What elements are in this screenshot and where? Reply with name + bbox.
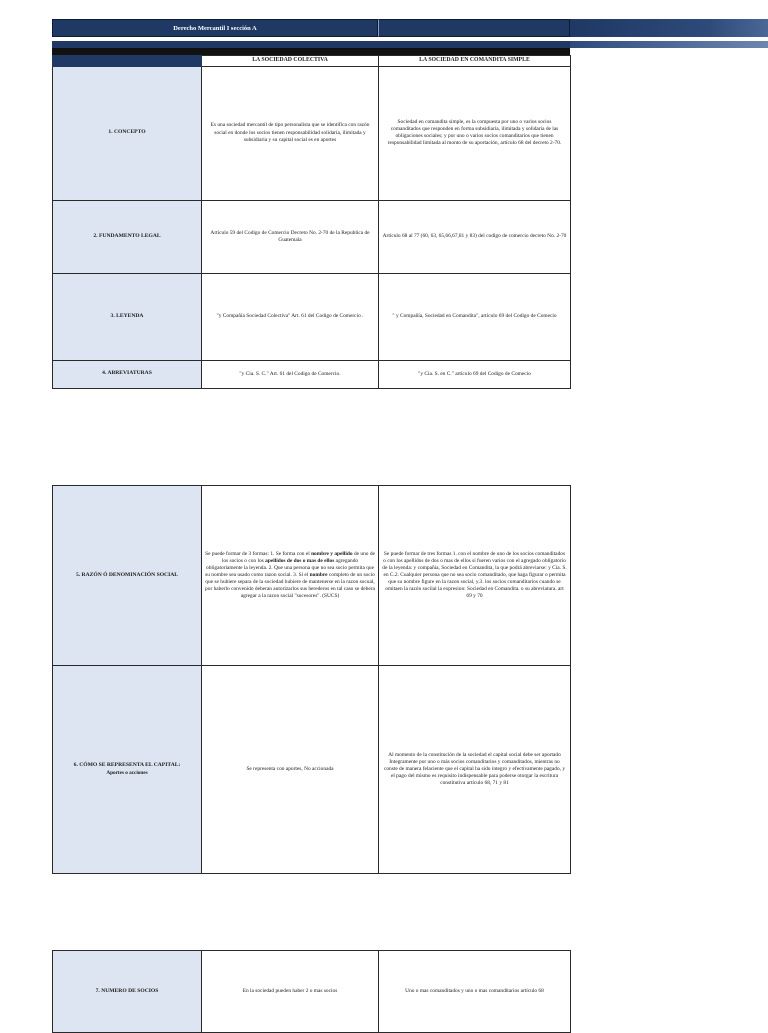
header-blank-cell (378, 19, 570, 37)
row-label-fundamento: 2. FUNDAMENTO LEGAL (53, 200, 202, 273)
razon-bold-text: apellidos de dos o mas de ellos (265, 557, 335, 564)
column-header-row (53, 56, 571, 67)
cell-concepto-colectiva: Es una sociedad mercantil de tipo personalista que se identifica con razón social en donde los socios tienen responsabilidad solidaria, ilimitada y subsidiaria y su capital social es en aportes (202, 66, 379, 200)
row-label-capital (53, 666, 202, 874)
cell-leyenda-colectiva: "y Compañía Sociedad Colectiva" Art. 61 del Codigo de Comercio . (202, 273, 379, 360)
table-row (53, 273, 571, 360)
header-divider-extension (570, 41, 768, 48)
razon-bold-text: nombre y apellido (311, 550, 353, 557)
page-title (52, 19, 378, 37)
cell-abreviaturas-comandita: "y Cia. S. en C." artículo 69 del Codigo de Comecio (379, 360, 571, 388)
table-row (53, 360, 571, 388)
razon-text: Se puede formar de 3 formas: 1. Se forma con el (205, 550, 312, 557)
header-divider-strip (52, 41, 570, 48)
page-title-text: Derecho Mercantil I sección A (173, 24, 257, 32)
cell-fundamento-comandita: Artículo 68 al 77 (60, 63, 65,66,67,81 y 83) del codigo de comercio decreto No. 2-70 (379, 200, 571, 273)
table-row (53, 951, 571, 1033)
cell-capital-comandita: Al momento de la constitución de la sociedad el capital social debe ser aportado Integramente por uno o más socios comanditarios y comanditados, mientras no conste de manera felaciente que el capital ha sido integro y efectivamente pagado, y el pago del mismo es requisito indispensable para poderse otorgar la escritura constitutiva artículo 68, 71 y 81 (379, 666, 571, 874)
cell-razon-colectiva (202, 486, 379, 666)
razon-text: de uno de los socios o con los (221, 550, 375, 564)
column-header-blank (53, 56, 202, 67)
cell-socios-colectiva: En la sociedad pueden haber 2 o mas socios (202, 951, 379, 1033)
row-label-concepto: 1. CONCEPTO (53, 66, 202, 200)
column-header-comandita: LA SOCIEDAD EN COMANDITA SIMPLE (379, 56, 571, 67)
capital-sublabel: Aportes o acciones (106, 769, 148, 776)
row-label-abreviaturas: 4. ABREVIATURAS (53, 360, 202, 388)
capital-label: 6. CÓMO SE REPRESENTA EL CAPITAL: (73, 762, 181, 769)
razon-text: completo de un socio que se hubiere separa de la sociedad hubiere de mantenerse en la razon socual, por haberlo convenido deberan autorizarlos sus herederos en tal caso se debera agregar a la razon social "sucesores". (SUCS) (205, 571, 375, 600)
cell-capital-colectiva: Se representa con aportes, No accionada (202, 666, 379, 874)
row-label-leyenda: 3. LEYENDA (53, 273, 202, 360)
cell-abreviaturas-colectiva: "y Cia. S. C." Art. 61 del Codigo de Comercio. (202, 360, 379, 388)
row-label-razon: 5. RAZÓN Ó DENOMINACIÓN SOCIAL (53, 486, 202, 666)
cell-razon-comandita: Se puede formar de tres formas 1. con el nombre de uno de los socios comanditados o con los apellidos de dos o mas de ellos si fueren varios con el agregado obligatorio de la leyenda: y compañia, Sociedad en Comandita, la que podrá abreviarse: y Cia. S. en C.2. Cualquier persona que no sea socio comanditado, que haga figurar o permita que su nombre figure en la razon social, y.3. los socios comanditarios cuando se omitaen la razón socilal la expresion: Sociedad en Comandita. o su abreviatura. art 69 y 70 (379, 486, 571, 666)
table-row (53, 200, 571, 273)
comparison-table-part-1 (52, 55, 571, 389)
table-row (53, 66, 571, 200)
table-row (53, 666, 571, 874)
column-header-colectiva: LA SOCIEDAD COLECTIVA (202, 56, 379, 67)
header-extension-bar (570, 19, 768, 37)
cell-leyenda-comandita: " y Compañía, Sociedad en Comandita", artículo 69 del Codigo de Comecio (379, 273, 571, 360)
comparison-table-part-3 (52, 950, 571, 1033)
column-header-bar (52, 48, 570, 55)
razon-text: agregando obligatoriamente la leyenda. 2. Que una persona que no sea socio permita que su nombre sea usado como razon social. 3. Si el (205, 557, 374, 578)
table-row (53, 486, 571, 666)
row-label-socios: 7. NUMERO DE SOCIOS (53, 951, 202, 1033)
cell-fundamento-colectiva: Artículo 59 del Codigo de Comercio Decreto No. 2-70 de la Republica de Guatemala (202, 200, 379, 273)
cell-concepto-comandita: Sociedad en comandita simple, es la compuesta por uno o varios socios comanditados que responden en forma subsidiaria, ilimitada y solidaria de las obligaciones sociales; y por uno o varios socios comanditarios que tienen responsabilidad limitada al monto de su aportación, artículo 68 del decreto 2-70. (379, 66, 571, 200)
razon-bold-text: nombre (309, 571, 328, 578)
comparison-table-part-2 (52, 485, 571, 874)
cell-socios-comandita: Uno o mas comanditados y uno o mas comanditarios artículo 68 (379, 951, 571, 1033)
